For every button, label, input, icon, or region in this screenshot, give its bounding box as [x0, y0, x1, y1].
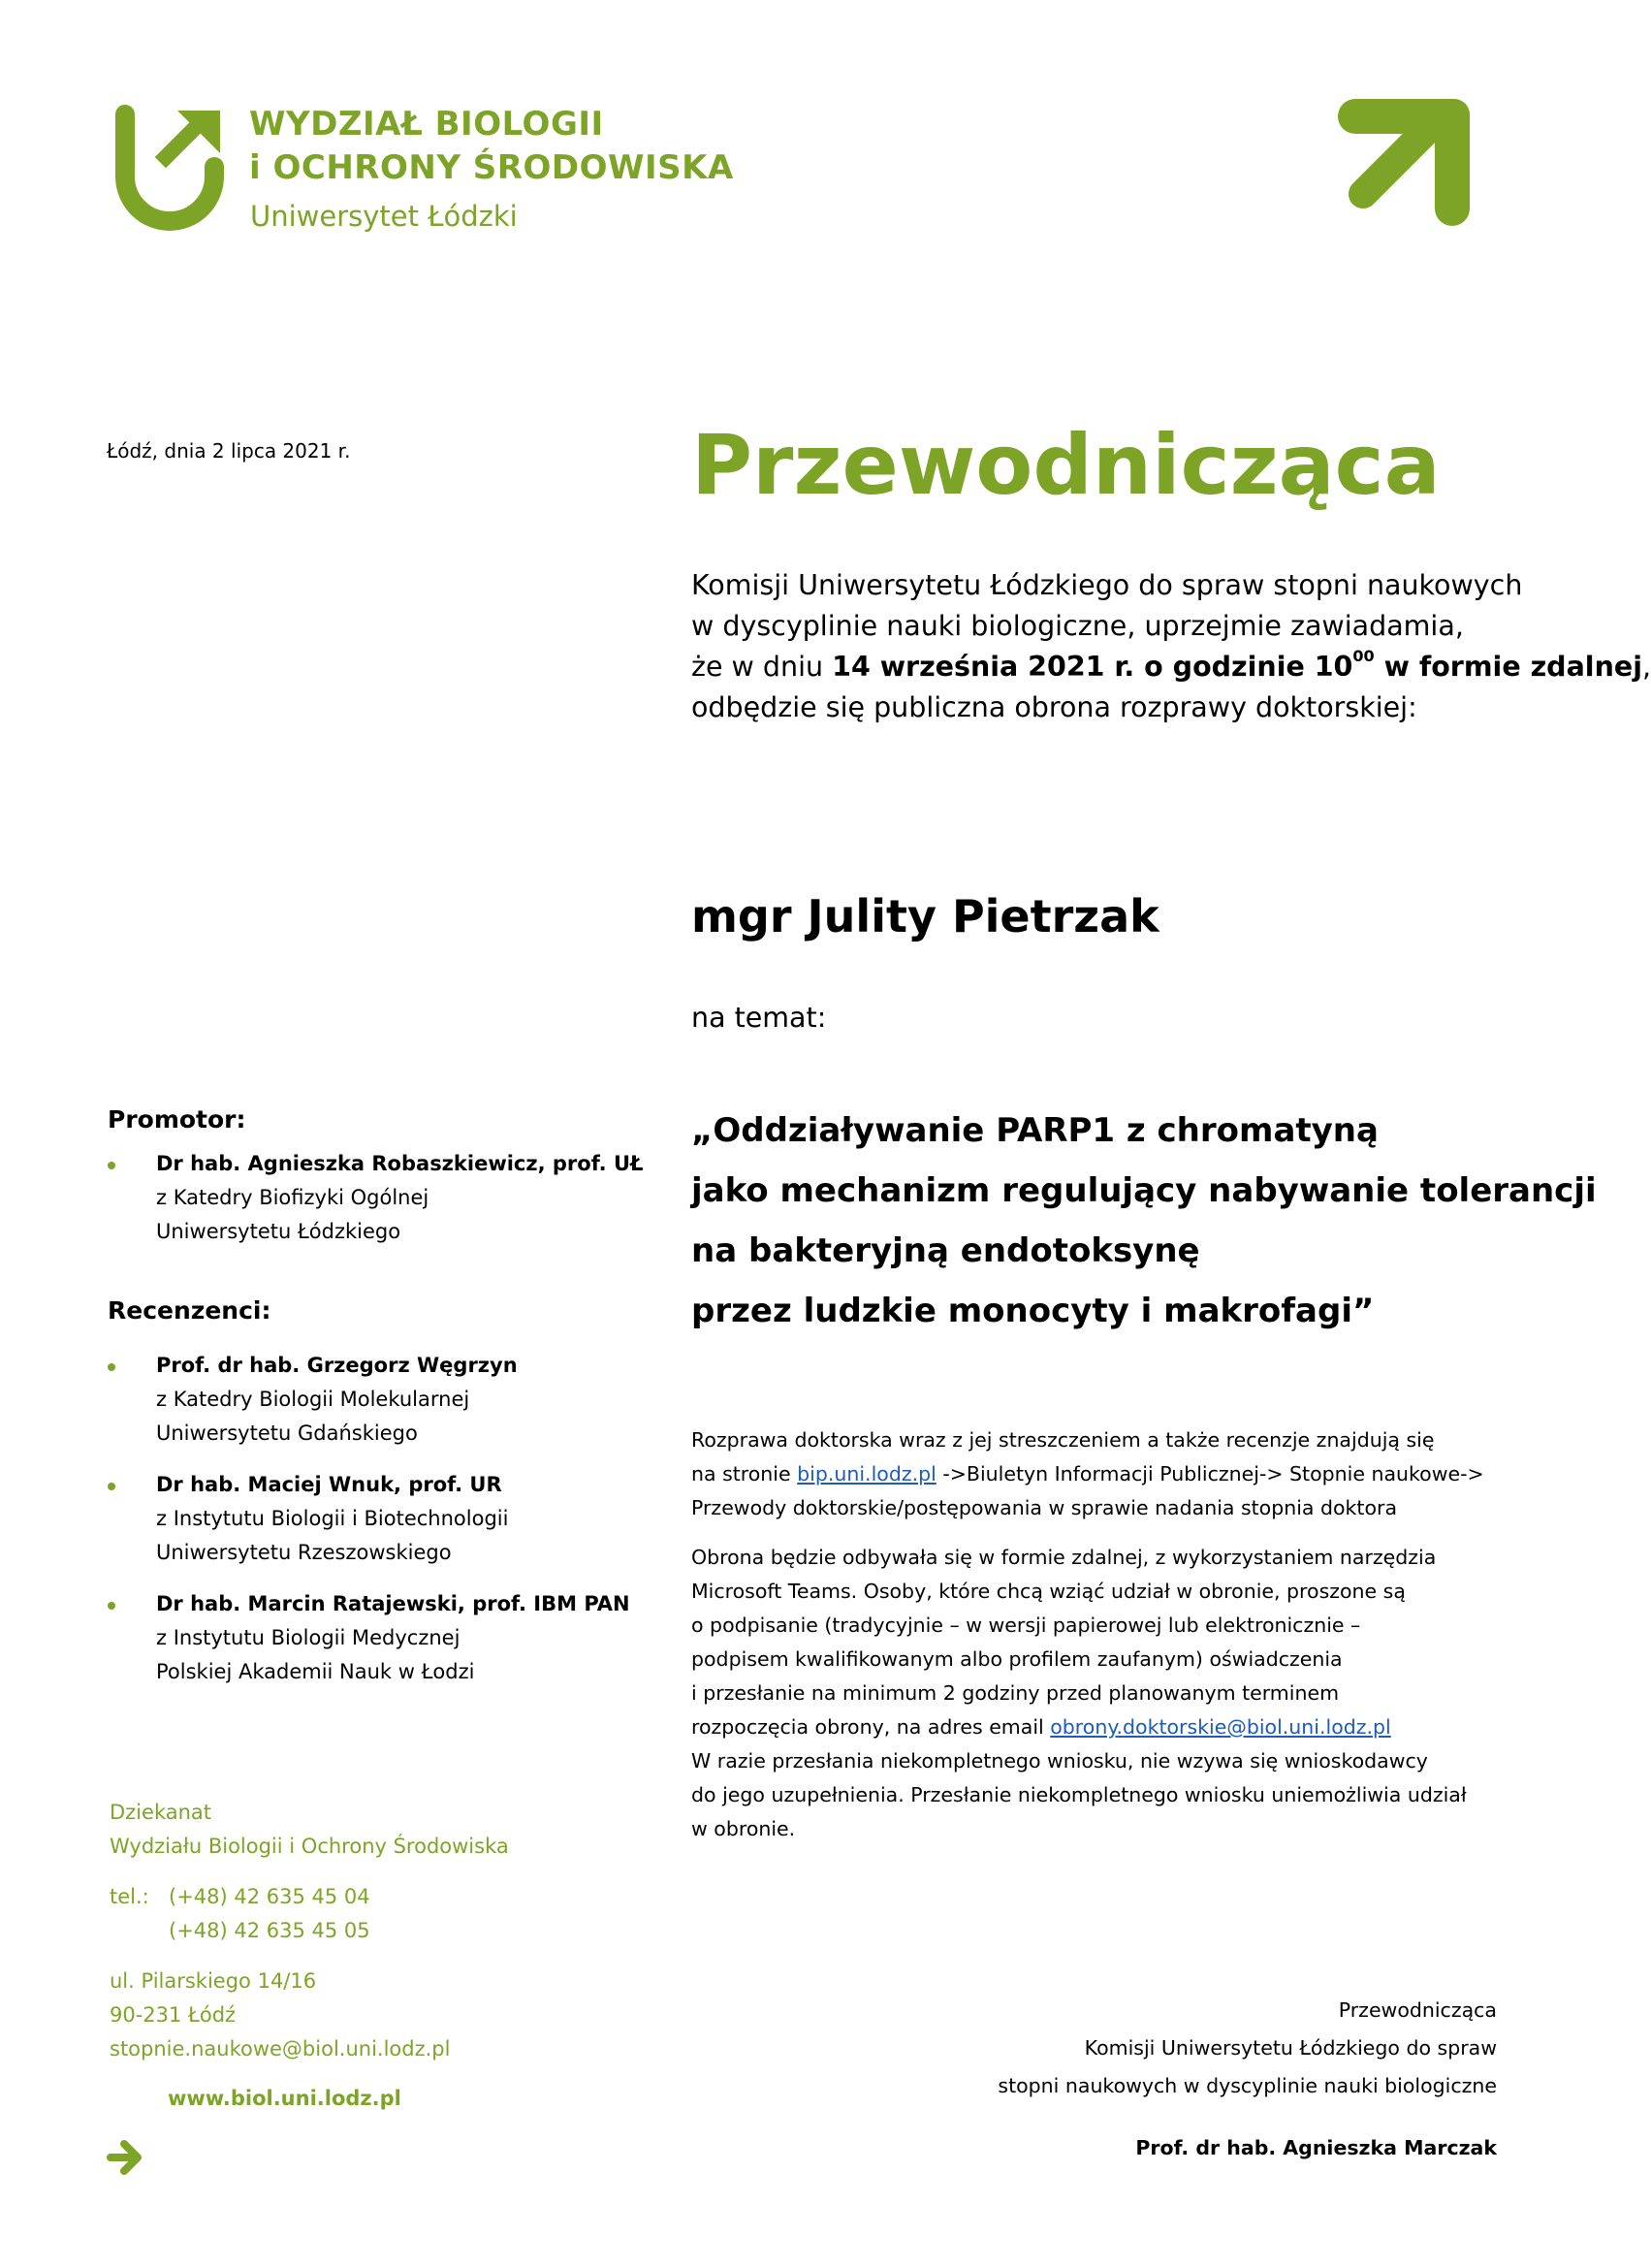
thesis-title — [691, 1101, 1597, 1341]
paragraph-line: podpisem kwalifikowanym albo profilem zaufanym) oświadczenia — [691, 1647, 1343, 1671]
paragraph-line: o podpisanie (tradycyjnie – w wersji papierowej lub elektronicznie – — [691, 1613, 1361, 1637]
paragraph-line: Przewody doktorskie/postępowania w sprawie nadania stopnia doktora — [691, 1496, 1398, 1519]
intro-line: w dyscyplinie nauki biologiczne, uprzejmie zawiadamia, — [691, 610, 1464, 642]
arrow-right-icon — [107, 2138, 145, 2177]
contact-email[interactable]: stopnie.naukowe@biol.uni.lodz.pl — [110, 2037, 451, 2060]
signature-discipline: stopni naukowych w dyscyplinie nauki biologiczne — [998, 2074, 1497, 2097]
person-affiliation: Uniwersytetu Rzeszowskiego — [156, 1541, 452, 1564]
intro-line-date — [691, 647, 1651, 687]
person-affiliation: z Instytutu Biologii i Biotechnologii — [156, 1507, 509, 1530]
bullet-icon — [108, 1483, 115, 1490]
defense-time-minutes: 00 — [1352, 647, 1375, 665]
paragraph-text: na stronie — [691, 1462, 798, 1485]
bullet-icon — [108, 1602, 115, 1610]
signature-committee: Komisji Uniwersytetu Łódzkiego do spraw — [1084, 2036, 1497, 2060]
contact-block — [110, 1796, 614, 2066]
intro-line: odbędzie się publiczna obrona rozprawy doktorskiej: — [691, 691, 1417, 723]
person-affiliation: z Katedry Biofizyki Ogólnej — [156, 1186, 429, 1209]
reviewers-heading: Recenzenci: — [108, 1296, 271, 1325]
person-name: Prof. dr hab. Grzegorz Węgrzyn — [156, 1354, 518, 1377]
defense-date: 14 września 2021 r. o godzinie 10 — [832, 651, 1353, 683]
promotor-item — [108, 1147, 644, 1249]
tel-label: tel.: — [110, 1885, 149, 1908]
thesis-title-line: „Oddziaływanie PARP1 z chromatyną — [691, 1111, 1379, 1150]
person-name: Dr hab. Agnieszka Robaszkiewicz, prof. UŁ — [156, 1152, 644, 1175]
paragraph-text: rozpoczęcia obrony, na adres email — [691, 1715, 1051, 1739]
ul-logo-icon — [111, 107, 228, 238]
defense-email-link[interactable]: obrony.doktorskie@biol.uni.lodz.pl — [1050, 1715, 1391, 1739]
person-affiliation: z Instytutu Biologii Medycznej — [156, 1626, 460, 1649]
paragraph-text: ->Biuletyn Informacji Publicznej-> Stopnie naukowe-> — [936, 1462, 1484, 1485]
office-name: Dziekanat — [110, 1801, 212, 1824]
faculty-name-line2: i OCHRONY ŚRODOWISKA — [249, 148, 734, 187]
topic-label: na temat: — [691, 1002, 827, 1034]
reviewer-item — [108, 1587, 630, 1689]
address-city: 90-231 Łódź — [110, 2003, 237, 2027]
intro-line: Komisji Uniwersytetu Łódzkiego do spraw stopni naukowych — [691, 569, 1523, 601]
date-line: Łódź, dnia 2 lipca 2021 r. — [107, 439, 351, 463]
person-affiliation: z Katedry Biologii Molekularnej — [156, 1388, 470, 1411]
person-affiliation: Uniwersytetu Łódzkiego — [156, 1220, 401, 1243]
remote-defense-paragraph — [691, 1541, 1544, 1846]
faculty-name-line1: WYDZIAŁ BIOLOGII — [249, 105, 604, 144]
paragraph-line: i przesłanie na minimum 2 godziny przed planowanym terminem — [691, 1681, 1340, 1705]
paragraph-line-link — [691, 1457, 1544, 1491]
paragraph-line: do jego uzupełnienia. Przesłanie niekompletnego wniosku uniemożliwia udział — [691, 1783, 1467, 1806]
paragraph-line: W razie przesłania niekompletnego wniosku, nie wzywa się wnioskodawcy — [691, 1749, 1428, 1773]
promotor-heading: Promotor: — [108, 1105, 246, 1134]
bip-link[interactable]: bip.uni.lodz.pl — [797, 1462, 937, 1485]
paragraph-line: Obrona będzie odbywała się w formie zdalnej, z wykorzystaniem narzędzia — [691, 1546, 1437, 1569]
intro-suffix: , — [1641, 651, 1651, 683]
reviewer-item — [108, 1349, 612, 1451]
paragraph-line: Rozprawa doktorska wraz z jej streszczeniem a także recenzje znajdują się — [691, 1428, 1435, 1452]
signature-block — [818, 1992, 1497, 2105]
person-affiliation: Uniwersytetu Gdańskiego — [156, 1421, 418, 1445]
office-faculty: Wydziału Biologii i Ochrony Środowiska — [110, 1835, 509, 1858]
arrow-up-right-icon — [1336, 97, 1472, 228]
signer-name: Prof. dr hab. Agnieszka Marczak — [1135, 2136, 1497, 2159]
thesis-title-line: jako mechanizm regulujący nabywanie tolerancji — [691, 1171, 1597, 1210]
thesis-availability-paragraph — [691, 1423, 1544, 1525]
thesis-title-line: na bakteryjną endotoksynę — [691, 1231, 1200, 1270]
paragraph-line: w obronie. — [691, 1817, 796, 1840]
university-name: Uniwersytet Łódzki — [250, 200, 518, 233]
candidate-name: mgr Julity Pietrzak — [691, 890, 1159, 942]
bullet-icon — [108, 1363, 115, 1371]
defense-mode: w formie zdalnej — [1374, 651, 1642, 683]
page-title: Przewodnicząca — [691, 417, 1441, 514]
bullet-icon — [108, 1162, 115, 1169]
signature-title: Przewodnicząca — [1338, 1998, 1497, 2022]
thesis-title-line: przez ludzkie monocyty i makrofagi” — [691, 1292, 1375, 1330]
person-name: Dr hab. Maciej Wnuk, prof. UR — [156, 1473, 502, 1496]
announcement-intro — [691, 565, 1651, 728]
reviewer-item — [108, 1468, 612, 1570]
address-street: ul. Pilarskiego 14/16 — [110, 1969, 317, 1993]
website-link[interactable]: www.biol.uni.lodz.pl — [168, 2087, 401, 2110]
person-affiliation: Polskiej Akademii Nauk w Łodzi — [156, 1660, 475, 1683]
intro-prefix: że w dniu — [691, 651, 833, 683]
paragraph-line-email — [691, 1710, 1544, 1744]
person-name: Dr hab. Marcin Ratajewski, prof. IBM PAN — [156, 1592, 630, 1615]
phone-number[interactable]: (+48) 42 635 45 05 — [169, 1919, 370, 1942]
phone-number[interactable]: (+48) 42 635 45 04 — [169, 1885, 370, 1908]
paragraph-line: Microsoft Teams. Osoby, które chcą wziąć udział w obronie, proszone są — [691, 1580, 1406, 1603]
